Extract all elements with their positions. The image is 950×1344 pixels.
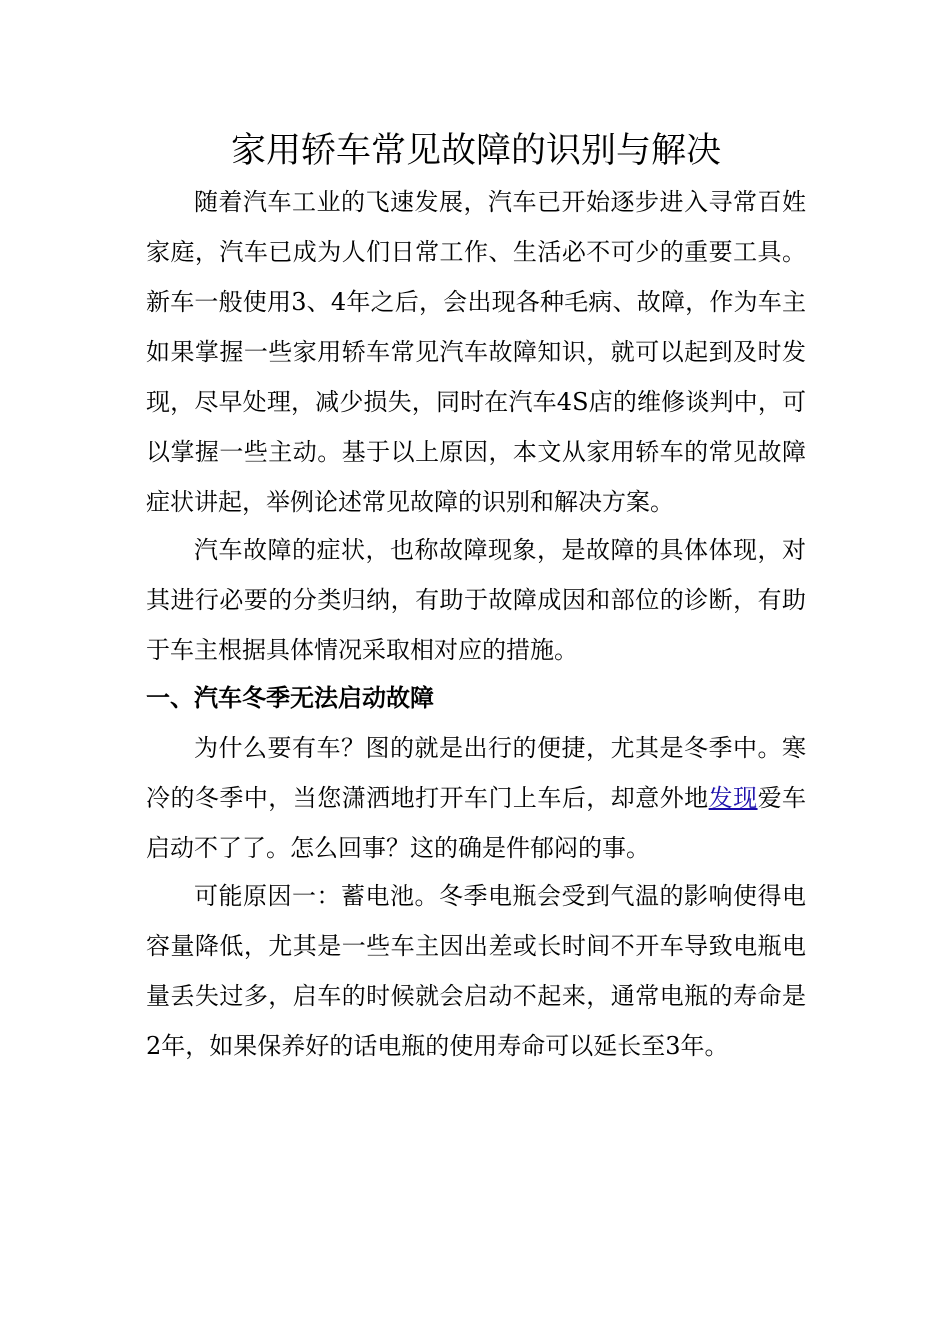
symptom-paragraph: 汽车故障的症状，也称故障现象，是故障的具体体现，对其进行必要的分类归纳，有助于故障成因和部位的诊断，有助于车主根据具体情况采取相对应的措施。 (146, 536, 806, 664)
discover-link[interactable]: 发现 (708, 784, 758, 812)
intro-paragraph: 随着汽车工业的飞速发展，汽车已开始逐步进入寻常百姓家庭，汽车已成为人们日常工作、生活必不可少的重要工具。新车一般使用3、4年之后，会出现各种毛病、故障，作为车主如果掌握一些家用轿车常见汽车故障知识，就可以起到及时发现，尽早处理，减少损失，同时在汽车4S店的维修谈判中，可以掌握一些主动。基于以上原因，本文从家用轿车的常见故障症状讲起，举例论述常见故障的识别和解决方案。 (146, 188, 806, 516)
document-title: 家用轿车常见故障的识别与解决 (230, 131, 721, 171)
winter-intro-paragraph (146, 723, 806, 873)
winter-intro-text: 为什么要有车？图的就是出行的便捷，尤其是冬季中。寒冷的冬季中，当您潇洒地打开车门上车后，却意外地 (146, 734, 806, 812)
battery-cause-paragraph: 可能原因一：蓄电池。冬季电瓶会受到气温的影响使得电容量降低，尤其是一些车主因出差或长时间不开车导致电瓶电量丢失过多，启车的时候就会启动不起来，通常电瓶的寿命是2年，如果保养好的话电瓶的使用寿命可以延长至3年。 (146, 882, 806, 1060)
winter-intro-text-end: 爱车启动不了了。怎么回事？这的确是件郁闷的事。 (146, 784, 807, 862)
section-heading-winter-start: 一、汽车冬季无法启动故障 (146, 684, 434, 712)
